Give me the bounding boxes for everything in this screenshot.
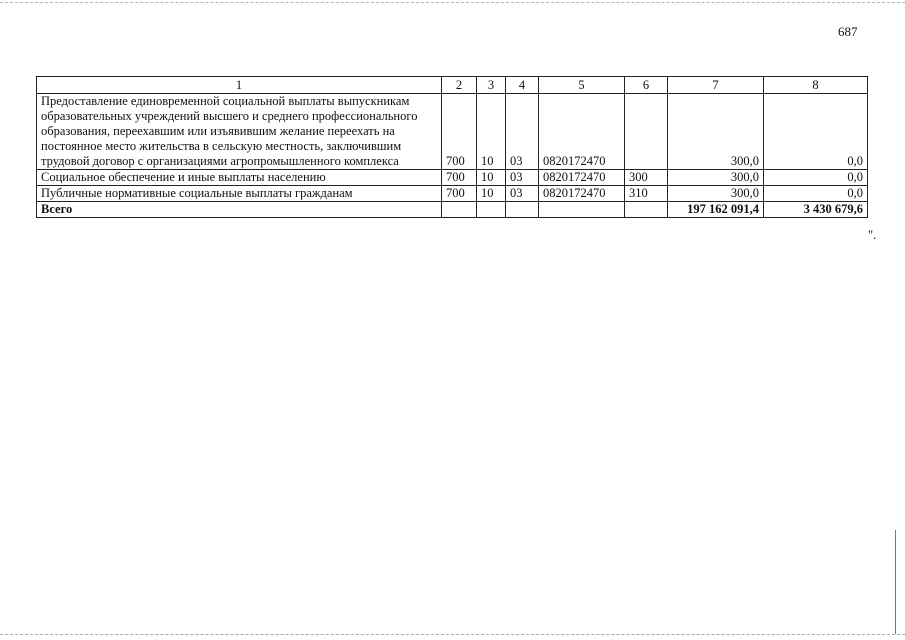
row-subsection-code: 03 <box>506 186 539 202</box>
row-target-article: 0820172470 <box>539 186 625 202</box>
row-section: 700 <box>442 94 477 170</box>
column-header: 7 <box>668 77 764 94</box>
scan-edge-right <box>895 530 896 634</box>
row-target-article: 0820172470 <box>539 170 625 186</box>
empty-cell <box>442 202 477 218</box>
table-row <box>37 94 868 170</box>
empty-cell <box>539 202 625 218</box>
column-header: 6 <box>625 77 668 94</box>
row-expense-type <box>625 94 668 170</box>
row-amount-7: 300,0 <box>668 186 764 202</box>
scan-edge-bottom <box>0 634 905 635</box>
column-header: 1 <box>37 77 442 94</box>
row-subsection: 10 <box>477 170 506 186</box>
row-section: 700 <box>442 170 477 186</box>
column-header: 5 <box>539 77 625 94</box>
empty-cell <box>506 202 539 218</box>
budget-table <box>36 76 868 218</box>
row-section: 700 <box>442 186 477 202</box>
empty-cell <box>477 202 506 218</box>
total-amount-8: 3 430 679,6 <box>764 202 868 218</box>
page-number: 687 <box>838 24 858 39</box>
total-row <box>37 202 868 218</box>
row-amount-7: 300,0 <box>668 94 764 170</box>
scan-edge-top <box>0 2 905 3</box>
row-target-article: 0820172470 <box>539 94 625 170</box>
empty-cell <box>625 202 668 218</box>
table-header-row <box>37 77 868 94</box>
row-subsection-code: 03 <box>506 94 539 170</box>
row-amount-7: 300,0 <box>668 170 764 186</box>
column-header: 3 <box>477 77 506 94</box>
row-name: Предоставление единовременной социальной выплаты выпускникам образовательных учреждений высшего и среднего профессионального образования, переехавшим или изъявившим желание переехать на постоянное место жительства в сельскую местность, заключившим трудовой договор с организациями агропромышленного комплекса <box>37 94 442 170</box>
row-amount-8: 0,0 <box>764 170 868 186</box>
row-name: Социальное обеспечение и иные выплаты населению <box>37 170 442 186</box>
column-header: 8 <box>764 77 868 94</box>
column-header: 2 <box>442 77 477 94</box>
table-row <box>37 186 868 202</box>
row-amount-8: 0,0 <box>764 186 868 202</box>
column-header: 4 <box>506 77 539 94</box>
total-amount-7: 197 162 091,4 <box>668 202 764 218</box>
row-expense-type: 300 <box>625 170 668 186</box>
row-subsection: 10 <box>477 94 506 170</box>
table-row <box>37 170 868 186</box>
row-name: Публичные нормативные социальные выплаты гражданам <box>37 186 442 202</box>
row-subsection-code: 03 <box>506 170 539 186</box>
row-expense-type: 310 <box>625 186 668 202</box>
row-subsection: 10 <box>477 186 506 202</box>
total-label: Всего <box>37 202 442 218</box>
row-amount-8: 0,0 <box>764 94 868 170</box>
closing-quote-mark: ". <box>868 228 877 242</box>
